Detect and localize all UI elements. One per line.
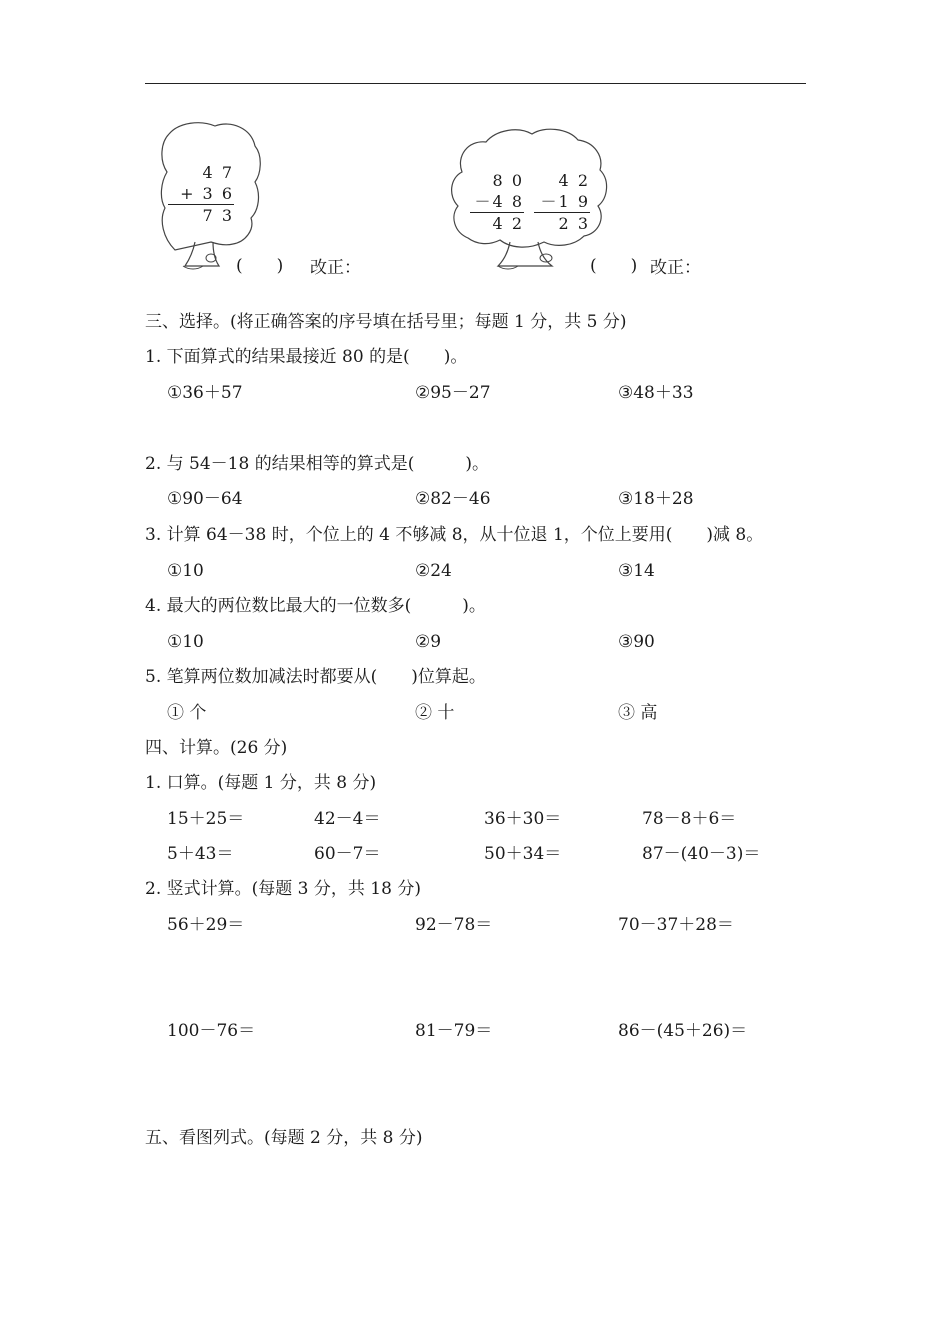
vertical-item: 70－37＋28＝ [618,915,734,935]
oral-item: 60－7＝ [314,844,381,864]
fig2-left-row-2: －4 8 [474,192,524,211]
vertical-item: 86－(45＋26)＝ [618,1021,748,1041]
question-4-option-1[interactable]: ①10 [167,632,204,652]
vertical-item: 81－79＝ [415,1021,493,1041]
oral-item: 50＋34＝ [484,844,562,864]
vertical-item: 56＋29＝ [167,915,245,935]
question-4-option-3[interactable]: ③90 [618,632,655,652]
question-1: 1. 下面算式的结果最接近 80 的是( )。 [145,347,468,367]
question-5-option-3[interactable]: ③ 高 [618,703,658,723]
section-3-title: 三、选择。(将正确答案的序号填在括号里；每题 1 分，共 5 分) [145,312,627,332]
question-4: 4. 最大的两位数比最大的一位数多( )。 [145,596,486,616]
fig1-row-1: 4 7 [202,163,234,182]
oral-item: 42－4＝ [314,809,381,829]
question-2-option-1[interactable]: ①90－64 [167,489,243,509]
question-5: 5. 笔算两位数加减法时都要从( )位算起。 [145,667,486,687]
section-5-title: 五、看图列式。(每题 2 分，共 8 分) [145,1128,423,1148]
fig1-row-3: 7 3 [168,204,234,226]
oral-calc-title: 1. 口算。(每题 1 分，共 8 分) [145,773,377,793]
fig2-right-calculation [534,170,590,234]
question-3: 3. 计算 64－38 时，个位上的 4 不够减 8，从十位退 1，个位上要用( )减 8。 [145,525,764,545]
question-5-option-2[interactable]: ② 十 [415,703,455,723]
fig1-row-2: + 3 6 [180,184,234,203]
fig2-fix-label: 改正： [650,258,701,278]
question-2: 2. 与 54－18 的结果相等的算式是( )。 [145,454,489,474]
question-3-option-2[interactable]: ②24 [415,561,452,581]
section-4-title: 四、计算。(26 分) [145,738,288,758]
fig2-left-row-3: 4 2 [470,212,524,234]
vertical-item: 92－78＝ [415,915,493,935]
fig2-right-row-3: 2 3 [534,212,590,234]
fig2-left-row-1: 8 0 [492,171,524,190]
question-1-option-3[interactable]: ③48＋33 [618,383,694,403]
oral-item: 36＋30＝ [484,809,562,829]
question-1-option-2[interactable]: ②95－27 [415,383,491,403]
fig1-calculation [168,162,234,226]
oral-item: 15＋25＝ [167,809,245,829]
fig1-fix-label: 改正： [310,258,361,278]
header-rule [145,83,806,84]
vertical-item: 100－76＝ [167,1021,256,1041]
question-1-option-1[interactable]: ①36＋57 [167,383,243,403]
question-2-option-2[interactable]: ②82－46 [415,489,491,509]
question-3-option-1[interactable]: ①10 [167,561,204,581]
fig2-left-calculation [470,170,524,234]
oral-item: 5＋43＝ [167,844,234,864]
question-3-option-3[interactable]: ③14 [618,561,655,581]
question-5-option-1[interactable]: ① 个 [167,703,207,723]
question-4-option-2[interactable]: ②9 [415,632,442,652]
oral-item: 78－8＋6＝ [642,809,737,829]
fig2-right-row-1: 4 2 [558,171,590,190]
vertical-calc-title: 2. 竖式计算。(每题 3 分，共 18 分) [145,879,421,899]
oral-item: 87－(40－3)＝ [642,844,761,864]
question-2-option-3[interactable]: ③18＋28 [618,489,694,509]
fig1-paren: ( ) [236,256,284,276]
fig2-paren: ( ) [590,256,638,276]
fig2-right-row-2: －1 9 [540,192,590,211]
